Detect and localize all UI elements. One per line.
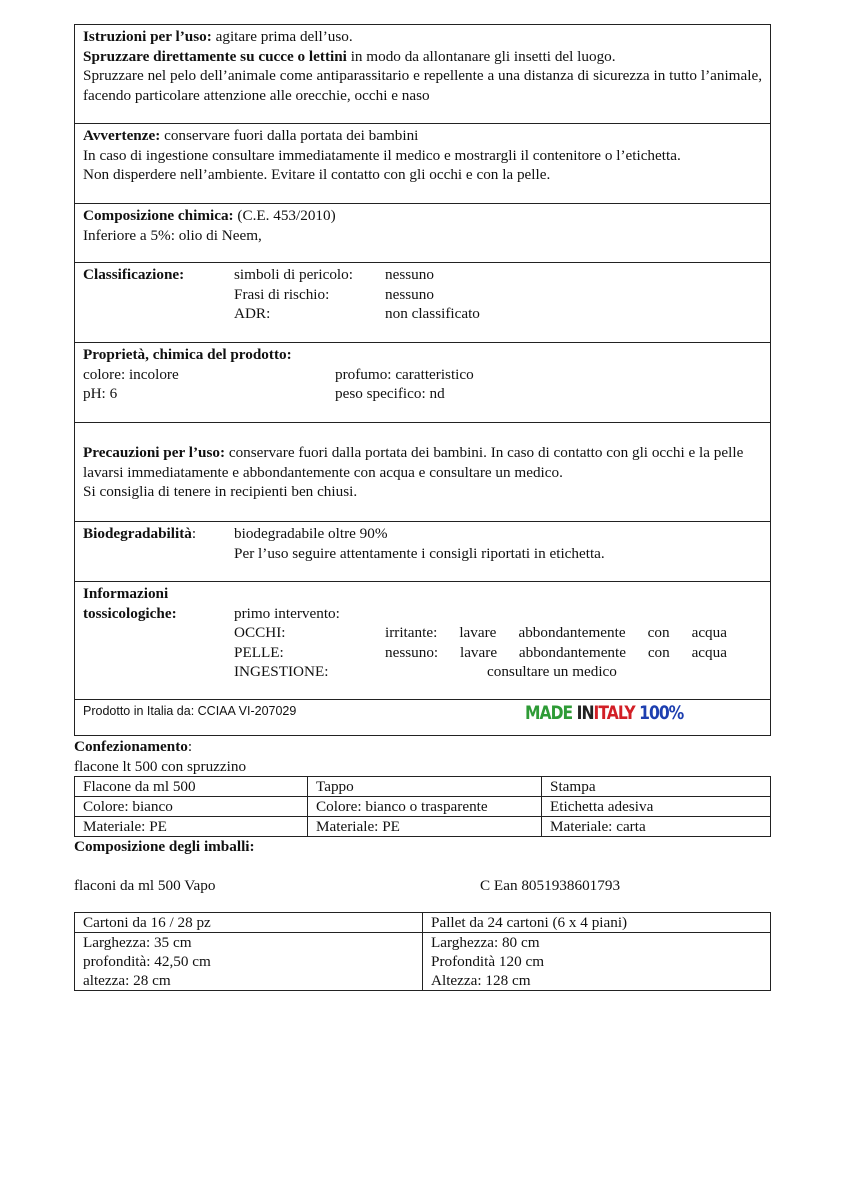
precauzioni-label: Precauzioni per l’uso: bbox=[83, 444, 226, 461]
pelle-word: abbondantemente bbox=[518, 643, 626, 661]
made-in-italy-logo bbox=[525, 704, 683, 724]
proprieta-peso: peso specifico: nd bbox=[335, 385, 445, 403]
avvertenze-text3: Non disperdere nell’ambiente. Evitare il contatto con gli occhi e con la pelle. bbox=[83, 166, 551, 184]
confezionamento-table bbox=[74, 776, 771, 837]
table-cell: Flacone da ml 500 bbox=[75, 777, 308, 797]
classificazione-value-0: nessuno bbox=[385, 266, 434, 283]
biodegradabilita-label: Biodegradabilità bbox=[83, 525, 192, 542]
tossicologiche-ingestione-value: consultare un medico bbox=[487, 663, 617, 681]
biodegradabilita-text1: biodegradabile oltre 90% bbox=[234, 525, 388, 542]
tossicologiche-pelle-value bbox=[385, 643, 727, 663]
section-classificazione bbox=[74, 263, 771, 343]
table-row bbox=[75, 777, 771, 797]
composizione-text2: Inferiore a 5%: olio di Neem, bbox=[83, 226, 262, 244]
tossicologiche-ingestione-key: INGESTIONE: bbox=[234, 663, 329, 681]
logo-100: 100% bbox=[639, 702, 684, 724]
avvertenze-label: Avvertenze: bbox=[83, 127, 161, 144]
precauzioni-text1: conservare fuori dalla portata dei bambini. In caso di contatto con gli occhi e la pelle lavarsi immediatamente e abbondantemente con acqua e consultare un medico. bbox=[83, 444, 744, 481]
tossicologiche-label2: tossicologiche: bbox=[83, 604, 177, 622]
proprieta-ph: pH: 6 bbox=[83, 385, 118, 403]
section-istruzioni bbox=[74, 24, 771, 124]
section-confezionamento bbox=[74, 736, 771, 776]
document bbox=[74, 24, 771, 991]
table-cell-right bbox=[423, 933, 771, 991]
table-cell: Colore: bianco o trasparente bbox=[308, 797, 542, 817]
tossicologiche-occhi-value bbox=[385, 623, 727, 643]
logo-italy: ITALY bbox=[593, 702, 640, 724]
table-cell-left bbox=[75, 933, 423, 991]
table-cell: Materiale: PE bbox=[75, 817, 308, 837]
proprieta-label: Proprietà, chimica del prodotto: bbox=[83, 346, 292, 363]
classificazione-key-1: Frasi di rischio: bbox=[234, 285, 330, 303]
precauzioni-text2: Si consiglia di tenere in recipienti ben chiusi. bbox=[83, 483, 358, 501]
section-proprieta bbox=[74, 343, 771, 423]
tossicologiche-label1: Informazioni bbox=[83, 585, 169, 602]
section-imballi bbox=[74, 837, 771, 912]
classificazione-key-0: simboli di pericolo: bbox=[234, 266, 353, 283]
tossicologiche-intro: primo intervento: bbox=[234, 604, 340, 622]
dimension-line: Profondità 120 cm bbox=[431, 953, 545, 971]
occhi-word: irritante: bbox=[385, 624, 438, 642]
composizione-text1: (C.E. 453/2010) bbox=[233, 207, 336, 224]
istruzioni-text1: agitare prima dell’uso. bbox=[211, 28, 353, 45]
dimension-line: altezza: 28 cm bbox=[83, 972, 171, 990]
table-row bbox=[75, 797, 771, 817]
proprieta-profumo: profumo: caratteristico bbox=[335, 365, 474, 383]
avvertenze-text2: In caso di ingestione consultare immediatamente il medico e mostrargli il contenitore o l’etichetta. bbox=[83, 146, 681, 164]
tossicologiche-pelle-key: PELLE: bbox=[234, 643, 284, 661]
table-cell: Colore: bianco bbox=[75, 797, 308, 817]
table-cell: Materiale: PE bbox=[308, 817, 542, 837]
pelle-word: lavare bbox=[459, 643, 498, 661]
classificazione-label: Classificazione: bbox=[83, 266, 185, 283]
classificazione-value-2: non classificato bbox=[385, 305, 480, 323]
table-row bbox=[75, 933, 771, 991]
occhi-word: abbondantemente bbox=[518, 624, 626, 642]
section-prodotto bbox=[74, 700, 771, 736]
confezionamento-sub: flacone lt 500 con spruzzino bbox=[74, 757, 247, 775]
table-cell: Tappo bbox=[308, 777, 542, 797]
section-precauzioni bbox=[74, 423, 771, 522]
occhi-word: acqua bbox=[691, 624, 727, 642]
confezionamento-colon: : bbox=[187, 738, 193, 755]
table-cell: Materiale: carta bbox=[542, 817, 771, 837]
dimension-line: Larghezza: 35 cm bbox=[83, 934, 192, 952]
classificazione-value-1: nessuno bbox=[385, 285, 434, 303]
prodotto-text: Prodotto in Italia da: CCIAA VI-207029 bbox=[83, 704, 297, 718]
table-cell: Cartoni da 16 / 28 pz bbox=[75, 913, 423, 933]
pelle-word: acqua bbox=[691, 643, 727, 661]
proprieta-colore: colore: incolore bbox=[83, 365, 179, 383]
istruzioni-bold2: Spruzzare direttamente su cucce o lettini bbox=[83, 47, 347, 65]
occhi-word: con bbox=[647, 624, 670, 642]
logo-made: MADE bbox=[525, 702, 577, 724]
istruzioni-label: Istruzioni per l’uso: bbox=[83, 28, 212, 45]
table-cell: Pallet da 24 cartoni (6 x 4 piani) bbox=[423, 913, 771, 933]
table-row bbox=[75, 913, 771, 933]
table-row bbox=[75, 817, 771, 837]
biodegradabilita-text2: Per l’uso seguire attentamente i consigli riportati in etichetta. bbox=[234, 544, 605, 562]
composizione-label: Composizione chimica: bbox=[83, 207, 234, 224]
dimension-line: Altezza: 128 cm bbox=[431, 972, 531, 990]
dimension-line: profondità: 42,50 cm bbox=[83, 953, 211, 971]
istruzioni-text2: in modo da allontanare gli insetti del luogo. bbox=[346, 47, 616, 65]
section-composizione bbox=[74, 204, 771, 263]
logo-in: IN bbox=[576, 702, 594, 724]
pelle-word: nessuno: bbox=[385, 643, 439, 661]
dimension-line: Larghezza: 80 cm bbox=[431, 934, 540, 952]
section-avvertenze bbox=[74, 124, 771, 204]
table-cell: Etichetta adesiva bbox=[542, 797, 771, 817]
confezionamento-label: Confezionamento bbox=[74, 738, 188, 755]
table-cell: Stampa bbox=[542, 777, 771, 797]
occhi-word: lavare bbox=[459, 624, 497, 642]
classificazione-key-2: ADR: bbox=[234, 305, 271, 323]
section-biodegradabilita bbox=[74, 522, 771, 582]
imballi-label: Composizione degli imballi: bbox=[74, 838, 255, 856]
section-tossicologiche bbox=[74, 582, 771, 700]
istruzioni-text3: Spruzzare nel pelo dell’animale come antiparassitario e repellente a una distanza di sicurezza in tutto l’animale, facendo particolare attenzione alle orecchie, occhi e naso bbox=[83, 67, 762, 104]
imballi-flaconi: flaconi da ml 500 Vapo bbox=[74, 876, 216, 894]
imballi-table bbox=[74, 912, 771, 991]
pelle-word: con bbox=[647, 643, 670, 661]
biodegradabilita-colon: : bbox=[191, 525, 197, 542]
avvertenze-text1: conservare fuori dalla portata dei bambini bbox=[160, 127, 419, 144]
tossicologiche-occhi-key: OCCHI: bbox=[234, 624, 286, 642]
imballi-ean: C Ean 8051938601793 bbox=[480, 876, 621, 894]
